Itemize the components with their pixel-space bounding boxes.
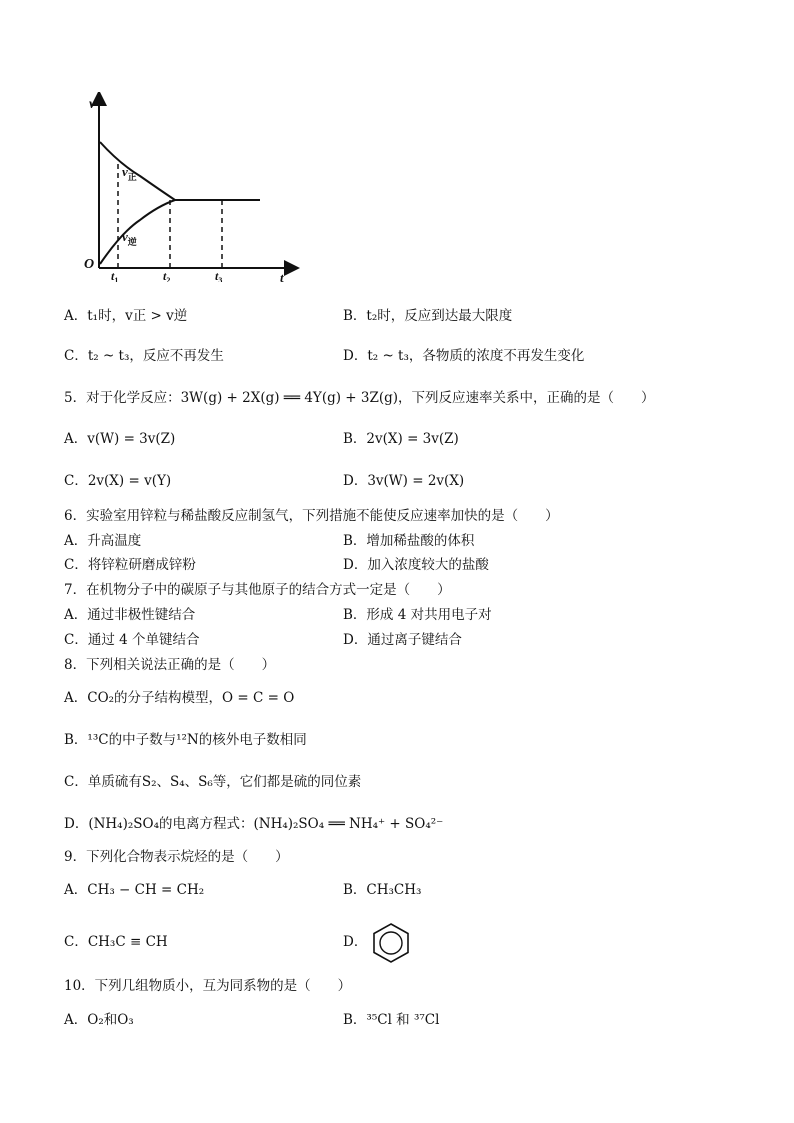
q10-stem: 10．下列几组物质小，互为同系物的是（ ） bbox=[64, 978, 352, 994]
q5-option-b: B．2v(X) = 3v(Z) bbox=[343, 431, 459, 447]
q4-option-a: A．t₁时，v正 > v逆 bbox=[64, 308, 188, 324]
q7-option-c: C．通过 4 个单键结合 bbox=[64, 632, 200, 648]
y-axis-label: v bbox=[89, 97, 96, 112]
q8-option-c: C．单质硫有S₂、S₄、S₆等，它们都是硫的同位素 bbox=[64, 774, 362, 790]
reverse-curve-label: $v_逆$ bbox=[122, 229, 137, 247]
x-axis-label: t bbox=[280, 270, 284, 282]
q8-stem: 8．下列相关说法正确的是（ ） bbox=[64, 657, 276, 673]
q5-option-c: C．2v(X) = v(Y) bbox=[64, 473, 172, 489]
q7-option-a: A．通过非极性键结合 bbox=[64, 607, 196, 623]
q7-option-b: B．形成 4 对共用电子对 bbox=[343, 607, 492, 623]
tick-t1: $t_1$ bbox=[111, 269, 119, 282]
q7-stem: 7．在机物分子中的碳原子与其他原子的结合方式一定是（ ） bbox=[64, 582, 451, 598]
q6-option-b: B．增加稀盐酸的体积 bbox=[343, 533, 475, 549]
q4-option-c: C．t₂ ~ t₃，反应不再发生 bbox=[64, 348, 224, 364]
q7-option-d: D．通过离子键结合 bbox=[343, 632, 462, 648]
benzene-ring-icon bbox=[370, 922, 412, 964]
q6-option-c: C．将锌粒研磨成锌粉 bbox=[64, 557, 196, 573]
q9-option-d: D． bbox=[343, 934, 368, 950]
q9-option-c: C．CH₃C ≡ CH bbox=[64, 934, 168, 950]
q8-option-d: D．(NH₄)₂SO₄的电离方程式：(NH₄)₂SO₄ ══ NH₄⁺ + SO₄²⁻ bbox=[64, 816, 444, 832]
forward-curve-label: $v_正$ bbox=[122, 164, 137, 182]
q8-option-b: B．¹³C的中子数与¹²N的核外电子数相同 bbox=[64, 732, 307, 748]
reverse-rate-curve bbox=[100, 200, 175, 264]
tick-t3: $t_3$ bbox=[215, 269, 223, 282]
q10-option-b: B．³⁵Cl 和 ³⁷Cl bbox=[343, 1012, 440, 1028]
q5-stem: 5．对于化学反应：3W(g) + 2X(g) ══ 4Y(g) + 3Z(g)，下列反应速率关系中，正确的是（ ） bbox=[64, 390, 655, 406]
q6-option-d: D．加入浓度较大的盐酸 bbox=[343, 557, 489, 573]
q4-option-b: B．t₂时，反应到达最大限度 bbox=[343, 308, 513, 324]
tick-t2: $t_2$ bbox=[163, 269, 171, 282]
q4-option-d: D．t₂ ~ t₃，各物质的浓度不再发生变化 bbox=[343, 348, 585, 364]
q10-option-a: A．O₂和O₃ bbox=[64, 1012, 134, 1028]
q9-option-a: A．CH₃ − CH = CH₂ bbox=[64, 882, 205, 898]
origin-label: O bbox=[84, 257, 95, 272]
q8-option-a: A．CO₂的分子结构模型，O = C = O bbox=[64, 690, 295, 706]
q9-option-b: B．CH₃CH₃ bbox=[343, 882, 422, 898]
q6-option-a: A．升高温度 bbox=[64, 533, 142, 549]
q5-option-d: D．3v(W) = 2v(X) bbox=[343, 473, 465, 489]
q9-stem: 9．下列化合物表示烷烃的是（ ） bbox=[64, 849, 289, 865]
q6-stem: 6．实验室用锌粒与稀盐酸反应制氢气，下列措施不能使反应速率加快的是（ ） bbox=[64, 508, 559, 524]
rate-time-graph bbox=[80, 92, 305, 282]
q5-option-a: A．v(W) = 3v(Z) bbox=[64, 431, 176, 447]
